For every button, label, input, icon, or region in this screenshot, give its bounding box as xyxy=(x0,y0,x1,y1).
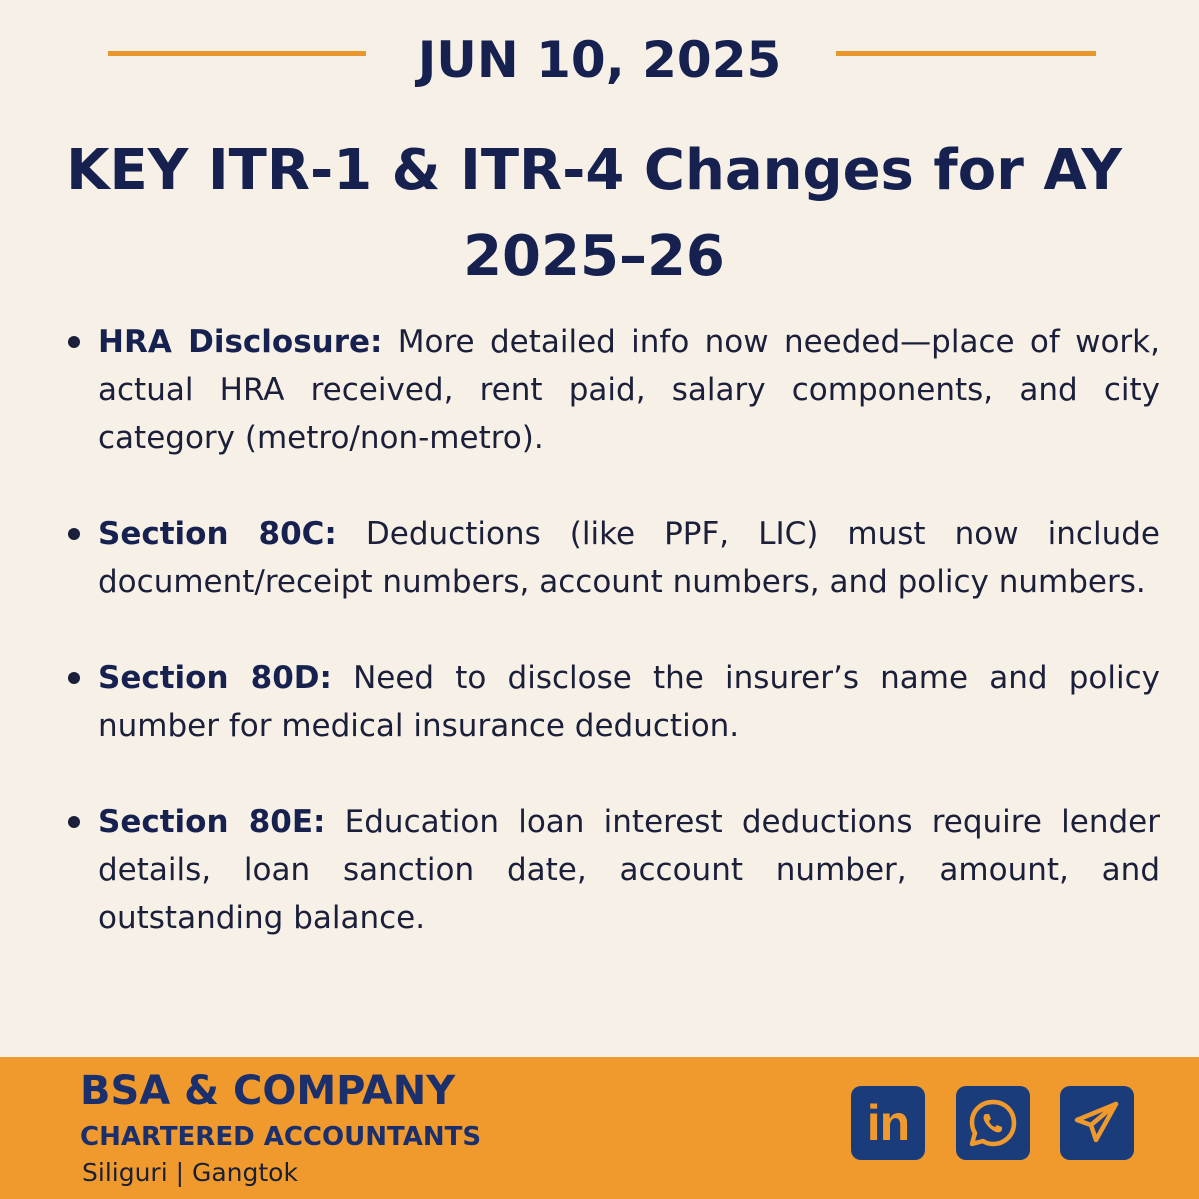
bullet-label: Section 80D: xyxy=(98,660,332,696)
list-item-hra xyxy=(60,318,1160,462)
bullet-text: More detailed info now needed—place of work, actual HRA received, rent paid, salary components, and city category (metro/non-metro). xyxy=(98,324,1160,456)
post-date: JUN 10, 2025 xyxy=(417,31,782,89)
bullet-text: Need to disclose the insurer’s name and policy number for medical insurance deduction. xyxy=(98,660,1160,744)
firm-locations: Siliguri | Gangtok xyxy=(82,1158,298,1187)
changes-list xyxy=(60,318,1160,990)
bullet-dot xyxy=(68,816,80,828)
firm-name: BSA & COMPANY xyxy=(80,1068,456,1114)
bullet-text: Deductions (like PPF, LIC) must now include document/receipt numbers, account numbers, and policy numbers. xyxy=(98,516,1160,600)
bullet-text: Education loan interest deductions require lender details, loan sanction date, account number, amount, and outstanding balance. xyxy=(98,804,1160,936)
bullet-label: HRA Disclosure: xyxy=(98,324,383,360)
telegram-glyph xyxy=(1072,1098,1122,1148)
whatsapp-glyph xyxy=(965,1095,1021,1151)
list-item-80e xyxy=(60,798,1160,942)
bullet-dot xyxy=(68,528,80,540)
list-item-80d xyxy=(60,654,1160,750)
bullet-dot xyxy=(68,672,80,684)
list-item-80c xyxy=(60,510,1160,606)
whatsapp-icon[interactable] xyxy=(956,1086,1030,1160)
page-title: KEY ITR-1 & ITR-4 Changes for AY 2025–26 xyxy=(66,138,1122,289)
firm-subtitle: CHARTERED ACCOUNTANTS xyxy=(80,1122,482,1152)
linkedin-glyph: in xyxy=(866,1095,910,1151)
bullet-label: Section 80C: xyxy=(98,516,337,552)
bullet-dot xyxy=(68,336,80,348)
telegram-icon[interactable] xyxy=(1060,1086,1134,1160)
bullet-label: Section 80E: xyxy=(98,804,326,840)
linkedin-icon[interactable] xyxy=(851,1086,925,1160)
footer-banner xyxy=(0,1057,1199,1199)
